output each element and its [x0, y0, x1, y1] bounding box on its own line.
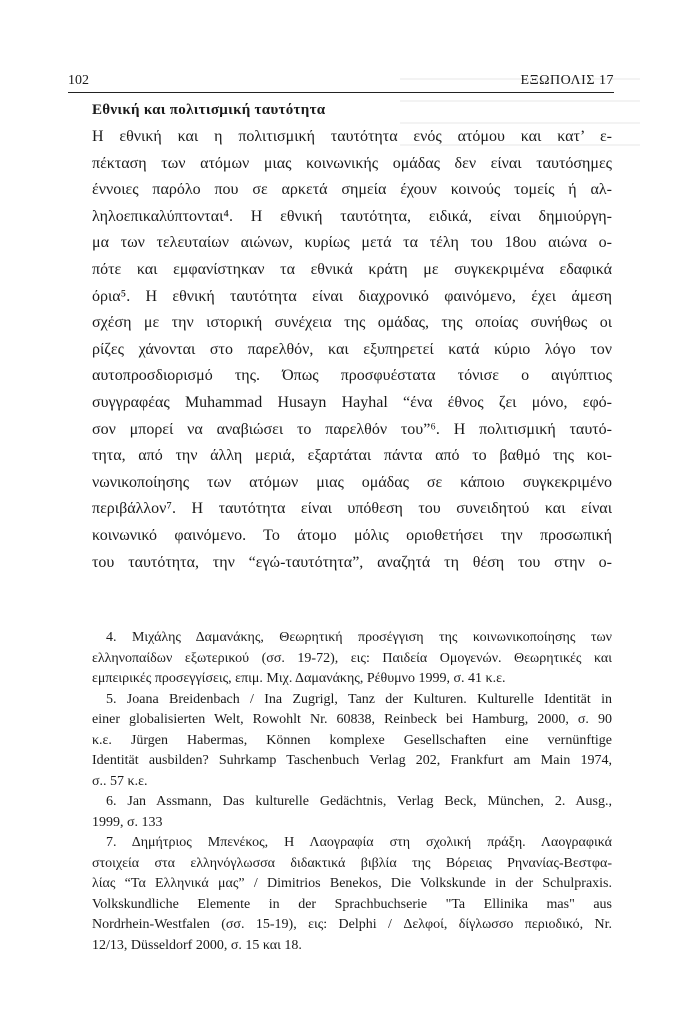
body-line: Η εθνική και η πολιτισμική ταυτότητα ενός ατόμου και κατ’ ε-: [92, 128, 612, 145]
footnote-4-line: 4. Μιχάλης Δαμανάκης, Θεωρητική προσέγγιση της κοινωνικοποίησης των: [106, 630, 612, 645]
body-line: νωνικοποίησης των ατόμων μιας ομάδας σε κάποιο συγκεκριμένο: [92, 473, 612, 491]
body-line: κοινωνικό φαινόμενο. Το άτομο μόλις οριοθετήσει την προσωπική: [92, 526, 612, 544]
footnote-5-line: 5. Joana Breidenbach / Ina Zugrigl, Tanz der Kulturen. Kulturelle Identität in: [106, 691, 612, 707]
body-line: ρίζες χάνονται στο παρελθόν, και εξυπηρετεί κατά κύριο λόγο τον: [92, 340, 612, 358]
body-line: ληλοεπικαλύπτονται⁴. Η εθνική ταυτότητα, ειδικά, είναι δημιούργη-: [92, 207, 612, 225]
footnote-7-line: 12/13, Düsseldorf 2000, σ. 15 και 18.: [92, 937, 302, 953]
body-line: περιβάλλον⁷. Η ταυτότητα είναι υπόθεση του συνειδητού και είναι: [92, 500, 612, 518]
body-line: σον μπορεί να αναβιώσει το παρελθόν του”⁶. Η πολιτισμική ταυτό-: [92, 420, 612, 438]
footnote-5-line: Identität ausbilden? Suhrkamp Taschenbuch Verlag 202, Frankfurt am Main 1974,: [92, 753, 612, 768]
body-line: μα των τελευταίων αιώνων, κυρίως μετά τα τέλη του 18ου αιώνα ο-: [92, 234, 612, 252]
footnote-7-line: 7. Δημήτριος Μπενέκος, Η Λαογραφία στη σχολική πράξη. Λαογραφικά: [106, 835, 612, 850]
footnote-5-line: σ.. 57 κ.ε.: [92, 773, 148, 789]
footnote-6-line: 6. Jan Assmann, Das kulturelle Gedächtnis, Verlag Beck, München, 2. Ausg.,: [106, 794, 612, 809]
body-line: πότε και εμφανίστηκαν τα εθνικά κράτη με συγκεκριμένα εδαφικά: [92, 260, 612, 278]
body-line: έννοιες παρόλο που σε αρκετά σημεία έχουν κοινούς τομείς ή αλ-: [92, 181, 612, 199]
journal-title: ΕΞΩΠΟΛΙΣ 17: [520, 73, 614, 88]
body-line: του ταυτότητα, την “εγώ-ταυτότητα”, αναζητά τη θέση του στην ο-: [92, 553, 612, 571]
footnote-7-line: στοιχεία στα ελληνόγλωσσα διδακτικά βιβλία της Βόρειας Ρηνανίας-Βεστφα-: [92, 855, 612, 871]
body-line: σχέση με την ιστορική συνέχεια της ομάδας, της οποίας συνήθως οι: [92, 314, 612, 332]
footnote-4-line: εμπειρικές προσεγγίσεις, επιμ. Μιχ. Δαμανάκης, Ρέθυμνο 1999, σ. 41 κ.ε.: [92, 671, 506, 686]
footnote-5-line: einer globalisierten Welt, Rowohlt Nr. 60838, Reinbeck bei Hamburg, 2000, σ. 90: [92, 712, 612, 727]
body-line: όρια⁵. Η εθνική ταυτότητα είναι διαχρονικό φαινόμενο, έχει άμεση: [92, 287, 612, 305]
footnote-7-line: Nordrhein-Westfalen (σσ. 15-19), εις: Delphi / Δελφοί, δίγλωσσο περιοδικό, Nr.: [92, 917, 612, 932]
body-line: συγγραφέας Muhammad Husayn Hayhal “ένα έθνος ζει μόνο, εφό-: [92, 393, 612, 411]
footnote-7-line: λίας “Τα Ελληνικά μας” / Dimitrios Benekos, Die Volkskunde in der Schulpraxis.: [92, 876, 612, 891]
footnote-7-line: Volkskundliche Elemente in der Sprachbuchserie "Ta Ellinika mas" aus: [92, 896, 612, 912]
page-number: 102: [68, 73, 89, 88]
footnote-4-line: ελληνοπαίδων εξωτερικού (σσ. 19-72), εις: Παιδεία Ομογενών. Θεωρητικές και: [92, 650, 612, 666]
footnotes: [92, 628, 612, 956]
footnote-6-line: 1999, σ. 133: [92, 814, 163, 830]
body-paragraph: [92, 124, 612, 576]
footnote-5-line: κ.ε. Jürgen Habermas, Können komplexe Gesellschaften eine vernünftige: [92, 732, 612, 748]
body-line: αυτοπροσδιορισμό της. Όπως προσφυέστατα τόνισε ο αιγύπτιος: [92, 367, 612, 385]
body-line: τητα, από την άλλη μεριά, εξαρτάται πάντα από το βαθμό της κοι-: [92, 447, 612, 465]
running-header: [68, 72, 614, 93]
section-title: Εθνική και πολιτισμική ταυτότητα: [92, 102, 326, 118]
body-line: πέκταση των ατόμων μιας κοινωνικής ομάδας δεν είναι ταυτόσημες: [92, 154, 612, 172]
